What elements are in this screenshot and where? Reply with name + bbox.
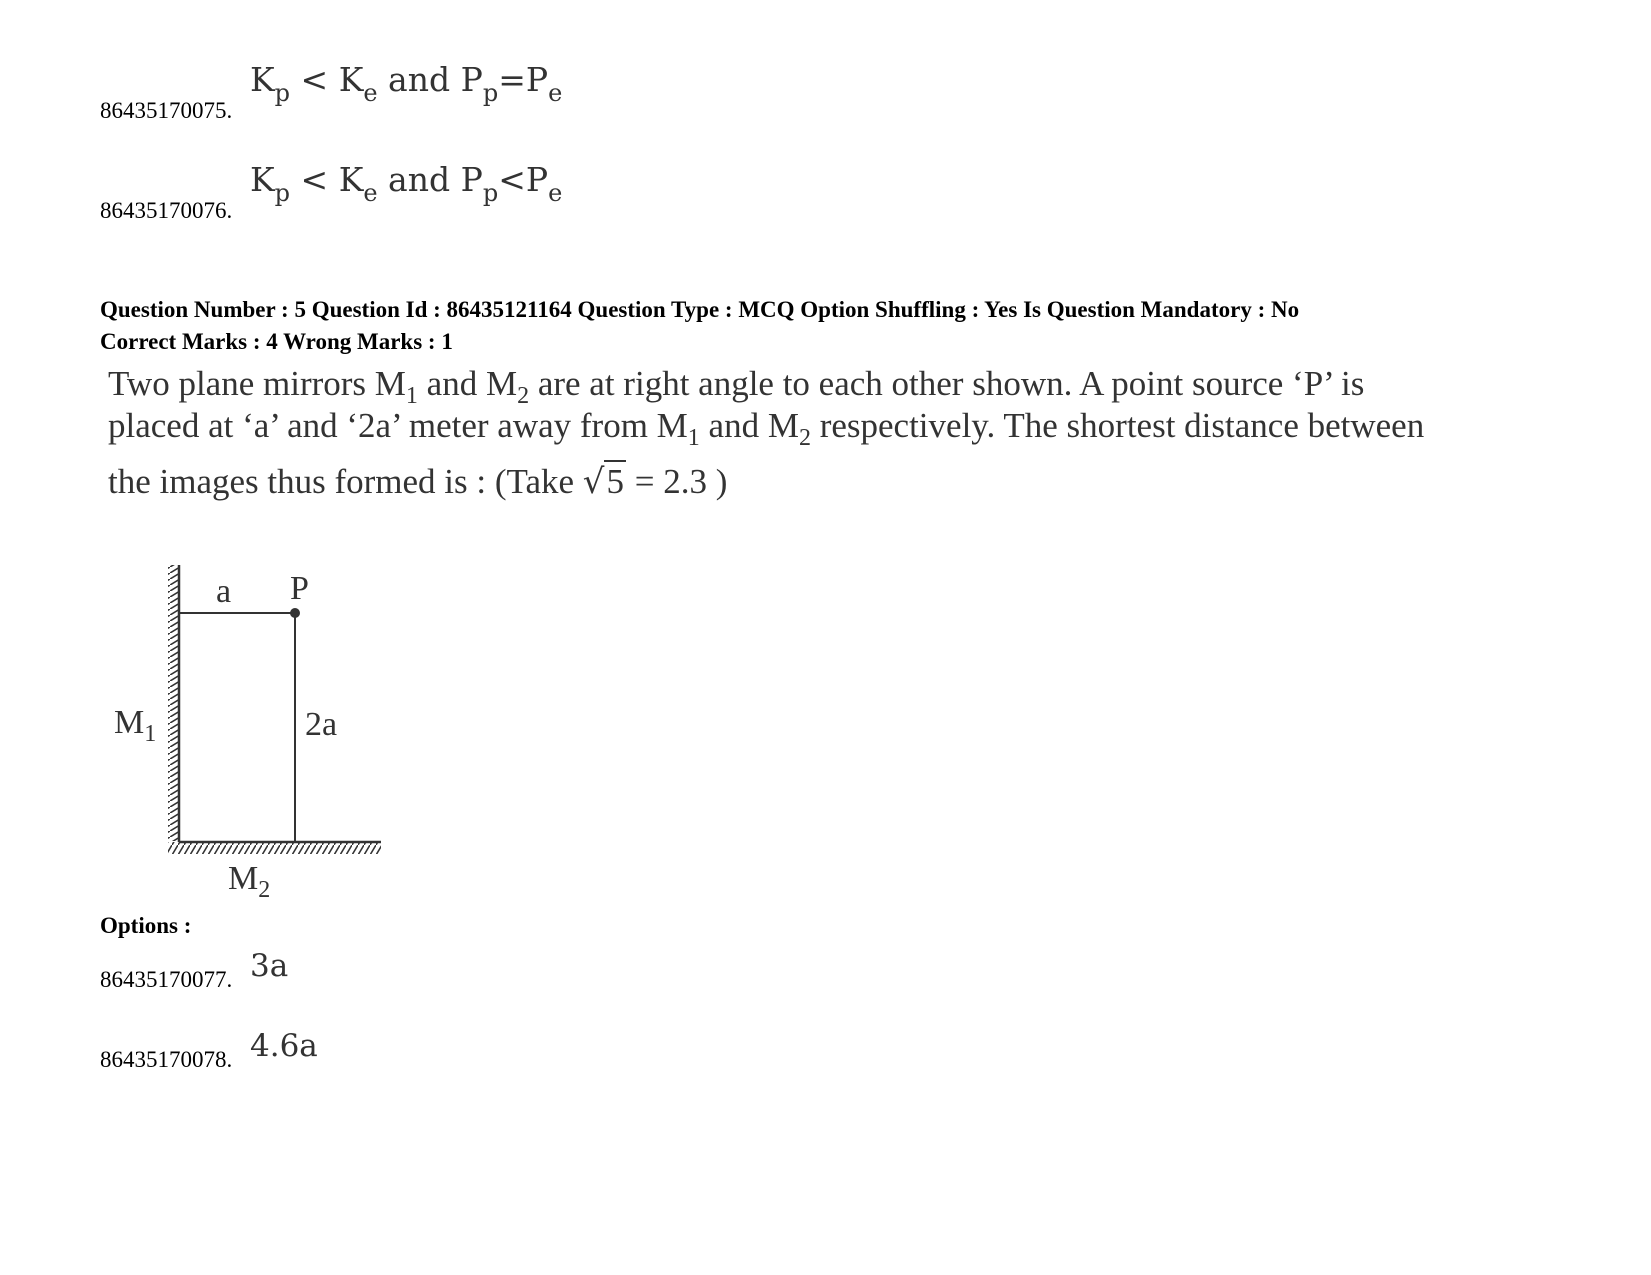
mirror-m2-hatching <box>168 842 381 854</box>
option-id: 86435170077. <box>100 967 233 992</box>
question-meta: Question Number : 5 Question Id : 86435121164 Question Type : MCQ Option Shuffling : Yes Is Question Mandatory : No <box>100 297 1300 322</box>
option-id: 86435170078. <box>100 1047 233 1072</box>
question-text-line-1: Two plane mirrors $M_1$ and $M_2$ are at right angle to each other shown. A point source ‘P’ is <box>108 364 1365 409</box>
point-source <box>290 608 300 618</box>
option-expression[interactable]: $K_p < K_e$ and $P_p=P_e$ <box>250 60 563 107</box>
sqrt-symbol: √5 <box>582 462 624 502</box>
label-a: a <box>216 573 232 610</box>
options-label: Options : <box>100 913 192 938</box>
option-value[interactable]: 3a <box>250 948 289 984</box>
label-p: P <box>290 570 309 607</box>
mirror-m1-hatching <box>168 565 179 841</box>
label-m2: $M_2$ <box>228 860 271 903</box>
question-text-line-3: the images thus formed is : (Take √5 = 2.3 ) <box>108 462 728 502</box>
option-id: 86435170075. <box>100 98 233 123</box>
question-text-line-2: placed at ‘a’ and ‘2a’ meter away from $M_1$ and $M_2$ respectively. The shortest distance between <box>108 406 1425 451</box>
label-m1: $M_1$ <box>114 704 157 747</box>
mirror-diagram <box>100 555 400 905</box>
option-id: 86435170076. <box>100 198 233 223</box>
question-marks: Correct Marks : 4 Wrong Marks : 1 <box>100 329 453 354</box>
label-2a: 2a <box>305 706 338 743</box>
option-value[interactable]: 4.6a <box>250 1028 318 1064</box>
option-expression[interactable]: $K_p < K_e$ and $P_p<P_e$ <box>250 160 563 207</box>
